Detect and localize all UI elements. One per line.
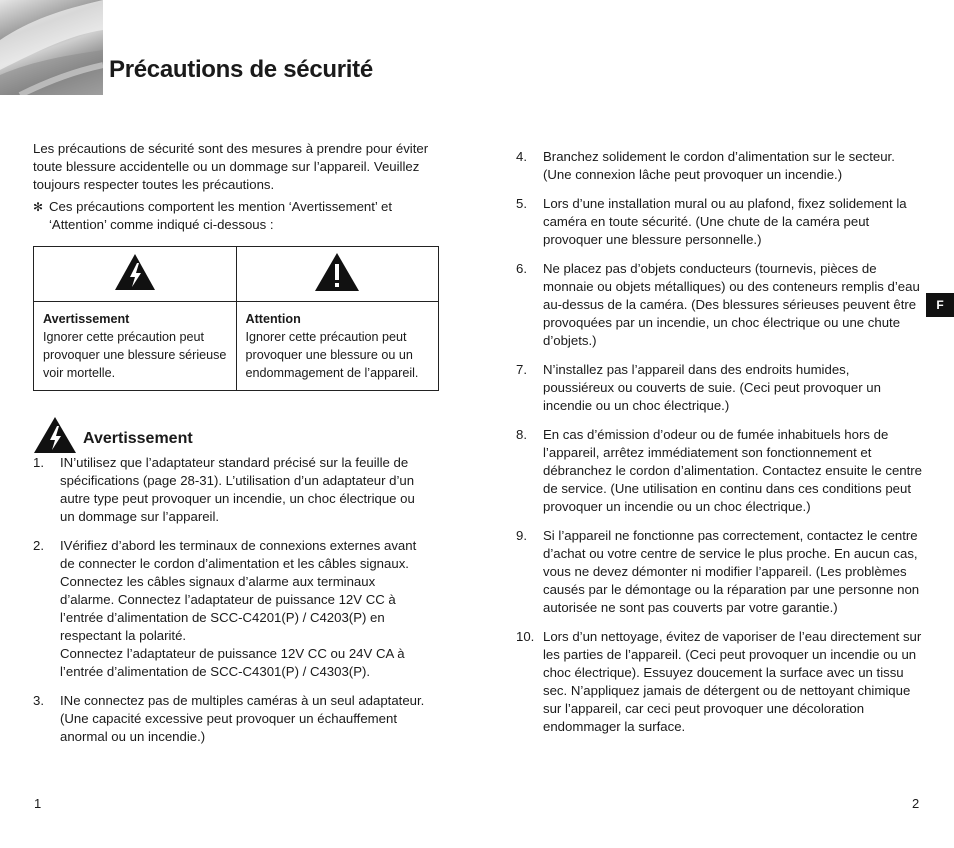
item-text: Lors d’une installation mural ou au plafond, fixez solidement la caméra en toute sécurité. (Une chute de la caméra peut provoquer une blessure personnelle.) xyxy=(543,196,907,247)
item-number: 5. xyxy=(516,196,527,211)
intro-note xyxy=(33,198,433,234)
list-item xyxy=(516,195,922,249)
item-number: 8. xyxy=(516,427,527,442)
warning-list-left xyxy=(33,454,433,746)
item-number: 10. xyxy=(516,629,535,644)
item-text: En cas d’émission d’odeur ou de fumée inhabituels hors de l’appareil, arrêtez immédiatement son fonctionnement et débranchez le cordon d’alimentation. Contactez ensuite le centre de service. (Une utilisation en continu dans ces conditions peut provoquer un incendie ou un choc électrique.) xyxy=(543,427,923,514)
warning-list-right xyxy=(516,148,922,736)
warning-description xyxy=(34,302,237,391)
caution-icon-cell xyxy=(236,247,439,302)
list-item xyxy=(516,527,922,617)
item-text: Lors d’un nettoyage, évitez de vaporiser de l’eau directement sur les parties de l’appareil. (Ceci peut provoquer un incendie ou un choc électrique). Essuyez doucement la surface avec un tissu sec. N’appliquez jamais de détergent ou de nettoyant chimique sur l’appareil, car ceci peut provoquer une décoloration endommager la surface. xyxy=(543,629,922,734)
caution-title: Attention xyxy=(245,312,301,326)
item-number: 2. xyxy=(33,538,44,553)
warning-title: Avertissement xyxy=(43,312,130,326)
list-item xyxy=(33,454,433,526)
item-number: 1. xyxy=(33,455,44,470)
list-item xyxy=(516,426,922,516)
item-text: IN’utilisez que l’adaptateur standard précisé sur la feuille de spécifications (page 28-31). L’utilisation d’un adaptateur d’un autre type peut provoquer un incendie, un choc électrique ou un dommage sur l’appareil. xyxy=(60,455,415,524)
item-number: 3. xyxy=(33,693,44,708)
list-item xyxy=(516,361,922,415)
symbols-table xyxy=(33,246,439,391)
warning-icon-cell xyxy=(34,247,237,302)
item-text: Ne placez pas d’objets conducteurs (tournevis, pièces de monnaie ou objets métalliques) ou des conteneurs remplis d’eau au-dessus de la caméra. (Des blessures sérieuses peuvent être provoquées par un incendie, un choc électrique ou une chute d’objets.) xyxy=(543,261,920,348)
page-number-left: 1 xyxy=(34,796,42,811)
list-item xyxy=(33,537,433,681)
list-item xyxy=(516,628,922,736)
exclamation-triangle-icon xyxy=(314,252,360,292)
list-item xyxy=(33,692,433,746)
warning-text: Ignorer cette précaution peut provoquer une blessure sérieuse voir mortelle. xyxy=(43,330,227,380)
list-item xyxy=(516,148,922,184)
caution-text: Ignorer cette précaution peut provoquer une blessure ou un endommagement de l’appareil. xyxy=(245,330,419,380)
item-text-block xyxy=(60,537,433,681)
item-number: 7. xyxy=(516,362,527,377)
lightning-triangle-icon xyxy=(114,253,156,291)
left-column xyxy=(33,140,433,757)
warning-section-header xyxy=(33,416,433,454)
item-number: 9. xyxy=(516,528,527,543)
page-title: Précautions de sécurité xyxy=(109,56,373,83)
corner-photo xyxy=(0,0,103,95)
language-tab: F xyxy=(926,293,954,317)
right-column xyxy=(516,148,922,747)
item-number: 6. xyxy=(516,261,527,276)
item-text: Branchez solidement le cordon d’alimentation sur le secteur. (Une connexion lâche peut provoquer un incendie.) xyxy=(543,149,895,182)
item-text-continued: Connectez l’adaptateur de puissance 12V CC ou 24V CA à l’entrée d’alimentation de SCC-C4301(P) / C4303(P). xyxy=(60,646,405,679)
item-number: 4. xyxy=(516,149,527,164)
item-text: Si l’appareil ne fonctionne pas correctement, contactez le centre d’achat ou votre centre de service le plus proche. En aucun cas, vous ne devez démonter ni modifier l’appareil. (Les problèmes causés par le démontage ou la réparation par une personne non autorisée ne sont pas couverts par votre garantie.) xyxy=(543,528,920,615)
note-text: Ces précautions comportent les mention ‘Avertissement’ et ‘Attention’ comme indiqué ci-dessous : xyxy=(49,199,393,232)
asterisk-icon: ✻ xyxy=(33,200,44,214)
warning-section-title: Avertissement xyxy=(83,430,193,447)
item-text: IVérifiez d’abord les terminaux de connexions externes avant de connecter le cordon d’alimentation et les câbles signaux. Connectez les câbles signaux d’alarme aux terminaux d’alarme. Connectez l’adaptateur de puissance 12V CC à l’entrée d’alimentation de SCC-C4201(P) / C4203(P) en respectant la polarité. xyxy=(60,538,417,643)
lightning-triangle-icon xyxy=(33,416,77,454)
cloud-image xyxy=(0,0,103,95)
item-text: INe connectez pas de multiples caméras à un seul adaptateur. (Une capacité excessive peut provoquer un échauffement anormal ou un incendie.) xyxy=(60,693,425,744)
list-item xyxy=(516,260,922,350)
caution-description xyxy=(236,302,439,391)
item-text: N’installez pas l’appareil dans des endroits humides, poussiéreux ou couverts de suie. (Ceci peut provoquer un incendie ou un choc électrique.) xyxy=(543,362,881,413)
intro-paragraph: Les précautions de sécurité sont des mesures à prendre pour éviter toute blessure accidentelle ou un dommage sur l’appareil. Veuillez toujours respecter toutes les précautions. xyxy=(33,141,429,192)
page-number-right: 2 xyxy=(912,796,920,811)
